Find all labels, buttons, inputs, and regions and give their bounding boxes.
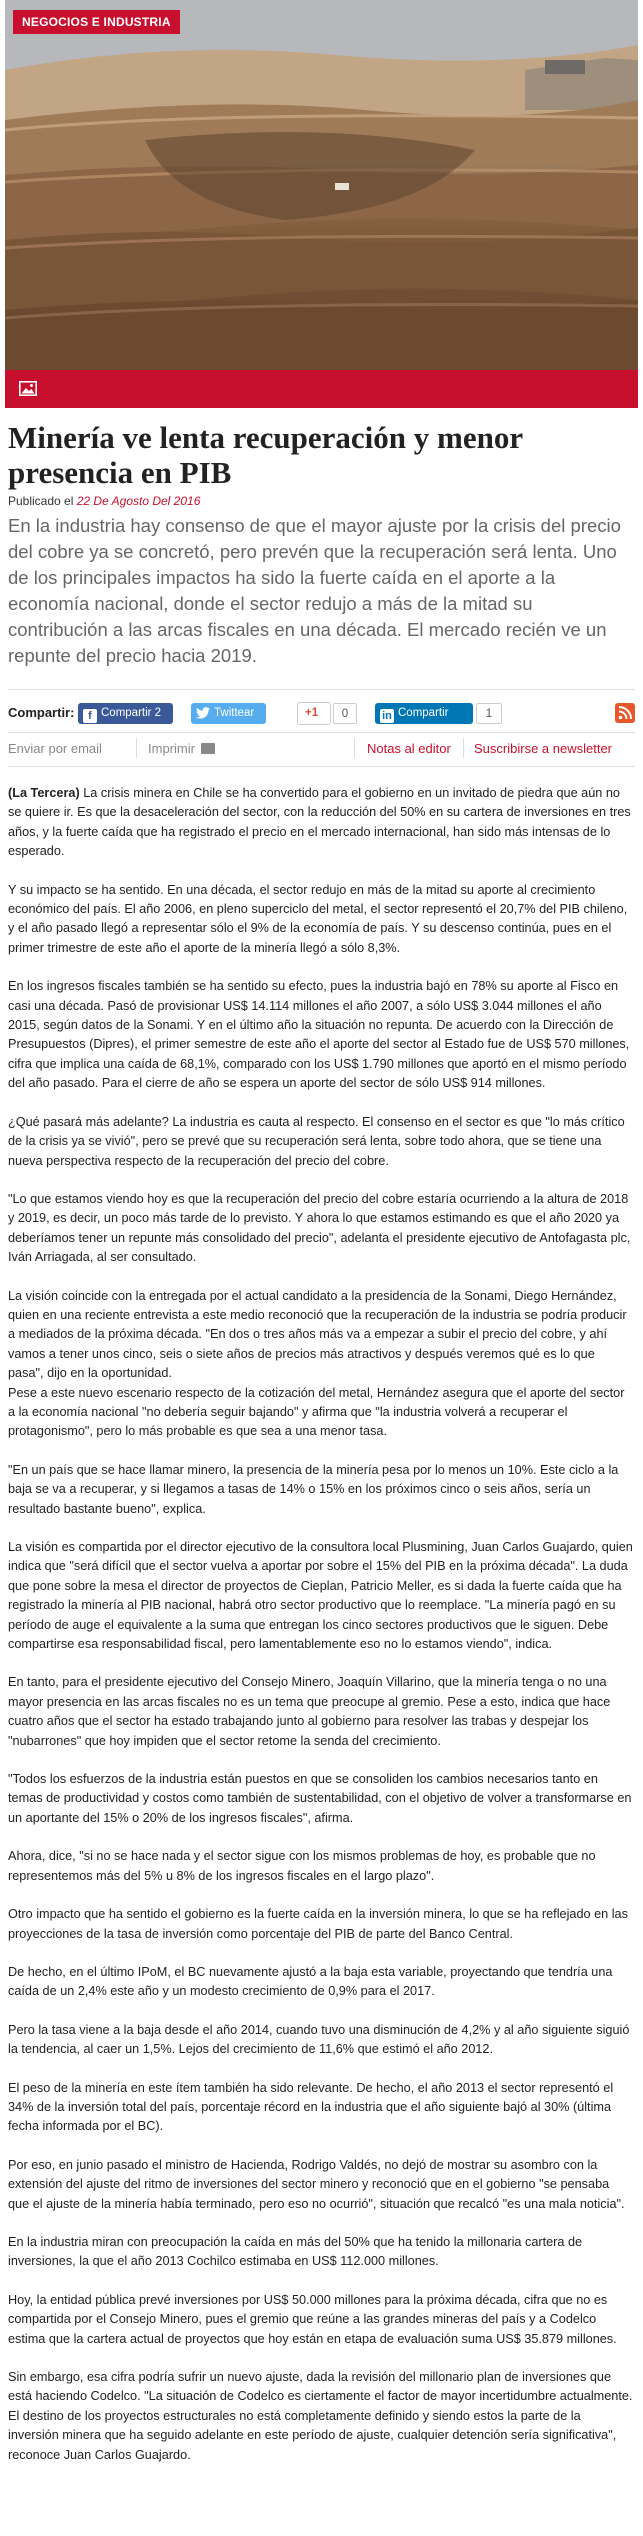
subscribe-newsletter-link[interactable]: Suscribirse a newsletter (474, 741, 612, 756)
linkedin-share-button[interactable] (375, 703, 473, 724)
rss-icon (618, 706, 632, 720)
paragraph: La visión coincide con la entregada por el actual candidato a la presidencia de la Sonami, Diego Hernández, quien en una reciente entrevista a este medio reconoció que la recuperación de la industria se podría producir a mediados de la próxima década. "En dos o tres años más va a empezar a subir el precio del cobre, y ahí vamos a tener unos cinco, seis o siete años de precios más atractivos y después veremos qué es lo que pasa", dijo en la oportunidad. (8, 1288, 627, 1381)
twitter-icon (196, 707, 210, 721)
twitter-tweet-button[interactable] (191, 703, 266, 724)
paragraph: Por eso, en junio pasado el ministro de Hacienda, Rodrigo Valdés, no dejó de mostrar su asombro con la extensión del ajuste del ritmo de inversiones del sector minero y reconoció que en el gobierno "se pensaba que el ajuste de la minería había terminado, pero eso no ocurrió", situación que recalcó "es una mala noticia". (8, 2157, 625, 2211)
published-date: 22 De Agosto Del 2016 (76, 494, 201, 508)
paragraph: "Todos los esfuerzos de la industria están puestos en que se consoliden los cambios necesarios tanto en temas de productividad y costos como también de sustentabilidad, con el objetivo de volver a transformarse en un aportante del 15% o 20% de los ingresos fiscales", afirma. (8, 1772, 632, 1825)
linkedin-share-label: Compartir (398, 707, 449, 719)
printer-icon (201, 743, 215, 754)
google-plus-label: +1 (305, 707, 319, 719)
paragraph: Ahora, dice, "si no se hace nada y el sector sigue con los mismos problemas de hoy, es probable que no representemos más del 5% u 8% de los ingresos fiscales en el largo plazo". (8, 1849, 596, 1883)
divider (8, 766, 635, 767)
paragraph: "Lo que estamos viendo hoy es que la recuperación del precio del cobre estaría ocurriendo a la altura de 2018 y 2019, es decir, un poco más tarde de lo previsto. Y ahora lo que estamos estimando es que el año 2020 ya deberíamos tener un repunte más consolidado del precio", adelanta el presidente ejecutivo de Antofagasta plc, Iván Arriagada, al ser consultado. (8, 1191, 631, 1265)
published-label: Publicado el (8, 494, 74, 508)
photo-caption-bar[interactable] (5, 370, 638, 408)
send-email-link[interactable]: Enviar por email (8, 741, 102, 756)
facebook-share-button[interactable] (78, 703, 173, 724)
paragraph: En tanto, para el presidente ejecutivo del Consejo Minero, Joaquín Villarino, que la minería tenga o no una mayor presencia en las arcas fiscales no es un tema que preocupe al gremio. Pese a esto, indica que hace cuatro años que el sector ha estado trabajando junto al gobierno para resolver las trabas y despejar los "nubarrones" que hoy impiden que el sector retome la senda del crecimiento. (8, 1675, 611, 1748)
article-title: Minería ve lenta recuperación y menor presencia en PIB (8, 420, 523, 490)
hero-image[interactable] (5, 0, 638, 408)
twitter-tweet-label: Twittear (214, 707, 255, 719)
paragraph: Y su impacto se ha sentido. En una década, el sector redujo en más de la mitad su aporte al crecimiento económico del país. El año 2006, en pleno superciclo del metal, el sector representó el 20,7% del PIB chileno, y el año pasado llegó a representar sólo el 9% de la economía de país. Y su descenso continúa, pues en el primer trimestre de este año el aporte de la minería llegó a sólo 8,3%. (8, 882, 628, 955)
paragraph: Sin embargo, esa cifra podría sufrir un nuevo ajuste, dada la revisión del millonario plan de inversiones que está haciendo Codelco. "La situación de Codelco es ciertamente el factor de mayor incertidumbre actualmente. El destino de los proyectos estructurales no está completamente definido y siendo estos la parte de la inversión minera que ha seguido adelante en este período de ajuste, cualquier detención sería significativa", reconoce Juan Carlos Guajardo. (8, 2370, 633, 2462)
google-plus-count: 0 (333, 703, 357, 724)
paragraph: El peso de la minería en este ítem también ha sido relevante. De hecho, el año 2013 el sector representó el 34% de la inversión total del país, porcentaje récord en la industria que el año siguiente bajó al 30% (última fecha informada por el BC). (8, 2080, 614, 2134)
print-label: Imprimir (148, 741, 195, 756)
divider (463, 738, 464, 758)
google-plus-button[interactable] (297, 702, 331, 725)
divider (354, 738, 355, 758)
paragraph: Hoy, la entidad pública prevé inversiones por US$ 50.000 millones para la próxima década, cifra que no es compartida por el Consejo Minero, pues el gremio que reúne a las grandes mineras del país y a Codelco estima que la cartera actual de proyectos que hoy están en etapa de evaluación suma US$ 35.879 millones. (8, 2292, 617, 2346)
print-link[interactable] (148, 741, 215, 756)
open-pit-mine-photo (5, 0, 638, 408)
divider (8, 732, 635, 733)
section-badge[interactable]: NEGOCIOS E INDUSTRIA (13, 10, 180, 34)
publish-info (8, 494, 200, 508)
paragraph: La visión es compartida por el director ejecutivo de la consultora local Plusmining, Juan Carlos Guajardo, quien indica que "será difícil que el sector vuelva a aportar por sobre el 15% del PIB en la próxima década". La duda que pone sobre la mesa el director de proyectos de Cieplan, Patricio Meller, es si dada la fuerte caída que ha registrado la minería al PIB nacional, habrá otro sector productivo que lo reemplace. "La minería pagó en su período de auge el equivalente a la suma que entregan los cinco sectores productivos que le siguen. Debe compartirse esa responsabilidad fiscal, pero lamentablemente eso no lo estamos viendo", indica. (8, 1540, 633, 1652)
paragraph: Pese a este nuevo escenario respecto de la cotización del metal, Hernández asegura que el aporte del sector a la economía nacional "no debería seguir bajando" y afirma que "la industria volverá a recuperar el protagonismo", pero lo más probable es que sea a una menor tasa. (8, 1385, 625, 1439)
paragraph: En los ingresos fiscales también se ha sentido su efecto, pues la industria bajó en 78% su aporte al Fisco en casi una década. Pasó de provisionar US$ 14.114 millones el año 2007, a sólo US$ 3.044 millones el año 2015, según datos de la Sonami. Y en el último año la situación no repunta. De acuerdo con la Dirección de Presupuestos (Dipres), el primer semestre de este año el aporte del sector al Estado fue de US$ 570 millones, cifra que implica una caída de 68,1%, comparado con los US$ 1.790 millones que aportó en el mismo período del año pasado. Para el cierre de año se espera un aporte del sector de sólo US$ 914 millones. (8, 979, 630, 1091)
share-bar (8, 700, 635, 726)
article-body (8, 784, 633, 2484)
notes-to-editor-link[interactable]: Notas al editor (367, 741, 451, 756)
paragraph: Pero la tasa viene a la baja desde el año 2014, cuando tuvo una disminución de 4,2% y al año siguiente siguió la tendencia, al caer un 1,5%. Lejos del crecimiento de 11,6% que estimó el año 2012. (8, 2022, 630, 2057)
paragraph: Otro impacto que ha sentido el gobierno es la fuerte caída en la inversión minera, lo que se ha reflejado en las proyecciones de la tasa de inversión como porcentaje del PIB de parte del Banco Central. (8, 1907, 628, 1941)
facebook-share-label: Compartir 2 (101, 707, 162, 719)
share-label: Compartir: (8, 705, 75, 720)
paragraph: ¿Qué pasará más adelante? La industria es cauta al respecto. El consenso en el sector es que "lo más crítico de la crisis ya se vivió", pero se prevé que su recuperación será lenta, sobre todo ahora, que se tiene una nueva perspectiva respecto de la recuperación del precio del cobre. (8, 1114, 625, 1168)
article-lead: En la industria hay consenso de que el mayor ajuste por la crisis del precio del cobre ya se concretó, pero prevén que la recuperación será lenta. Uno de los principales impactos ha sido la fuerte caída en el aporte a la economía nacional, donde el sector redujo a más de la mitad su contribución a las arcas fiscales en una década. El mercado recién ve un repunte del precio hacia 2019. (8, 515, 621, 666)
paragraph: De hecho, en el último IPoM, el BC nuevamente ajustó a la baja esta variable, proyectando que tendría una caída de un 2,4% este año y un modesto crecimiento de 0,9% para el 2017. (8, 1964, 613, 1999)
source-label: (La Tercera) (8, 786, 80, 800)
paragraph: "En un país que se hace llamar minero, la presencia de la minería pesa por lo menos un 10%. Este ciclo a la baja se va a recuperar, y si llegamos a tasas de 14% o 15% en los próximos cinco o seis años, sería un resultado bastante bueno", explica. (8, 1462, 619, 1516)
paragraph: En la industria miran con preocupación la caída en más del 50% que ha tenido la millonaria cartera de inversiones, la que el año 2013 Cochilco estimaba en US$ 112.000 millones. (8, 2234, 583, 2269)
paragraph (8, 784, 633, 862)
linkedin-icon: in (380, 709, 394, 723)
paragraph-text: La crisis minera en Chile se ha convertido para el gobierno en un invitado de piedra que aún no se quiere ir. Es que la desaceleración del sector, con la reducción del 50% en su cartera de inversiones en tres años, y la fuerte caída que ha registrado el precio en el mercado internacional, han sido más intensas de lo esperado. (8, 786, 631, 859)
divider (8, 689, 635, 690)
facebook-icon: f (83, 709, 97, 723)
rss-button[interactable] (615, 703, 635, 723)
image-icon[interactable] (19, 381, 37, 396)
article-actions (8, 737, 635, 761)
linkedin-share-count: 1 (476, 703, 502, 724)
divider (136, 738, 137, 758)
